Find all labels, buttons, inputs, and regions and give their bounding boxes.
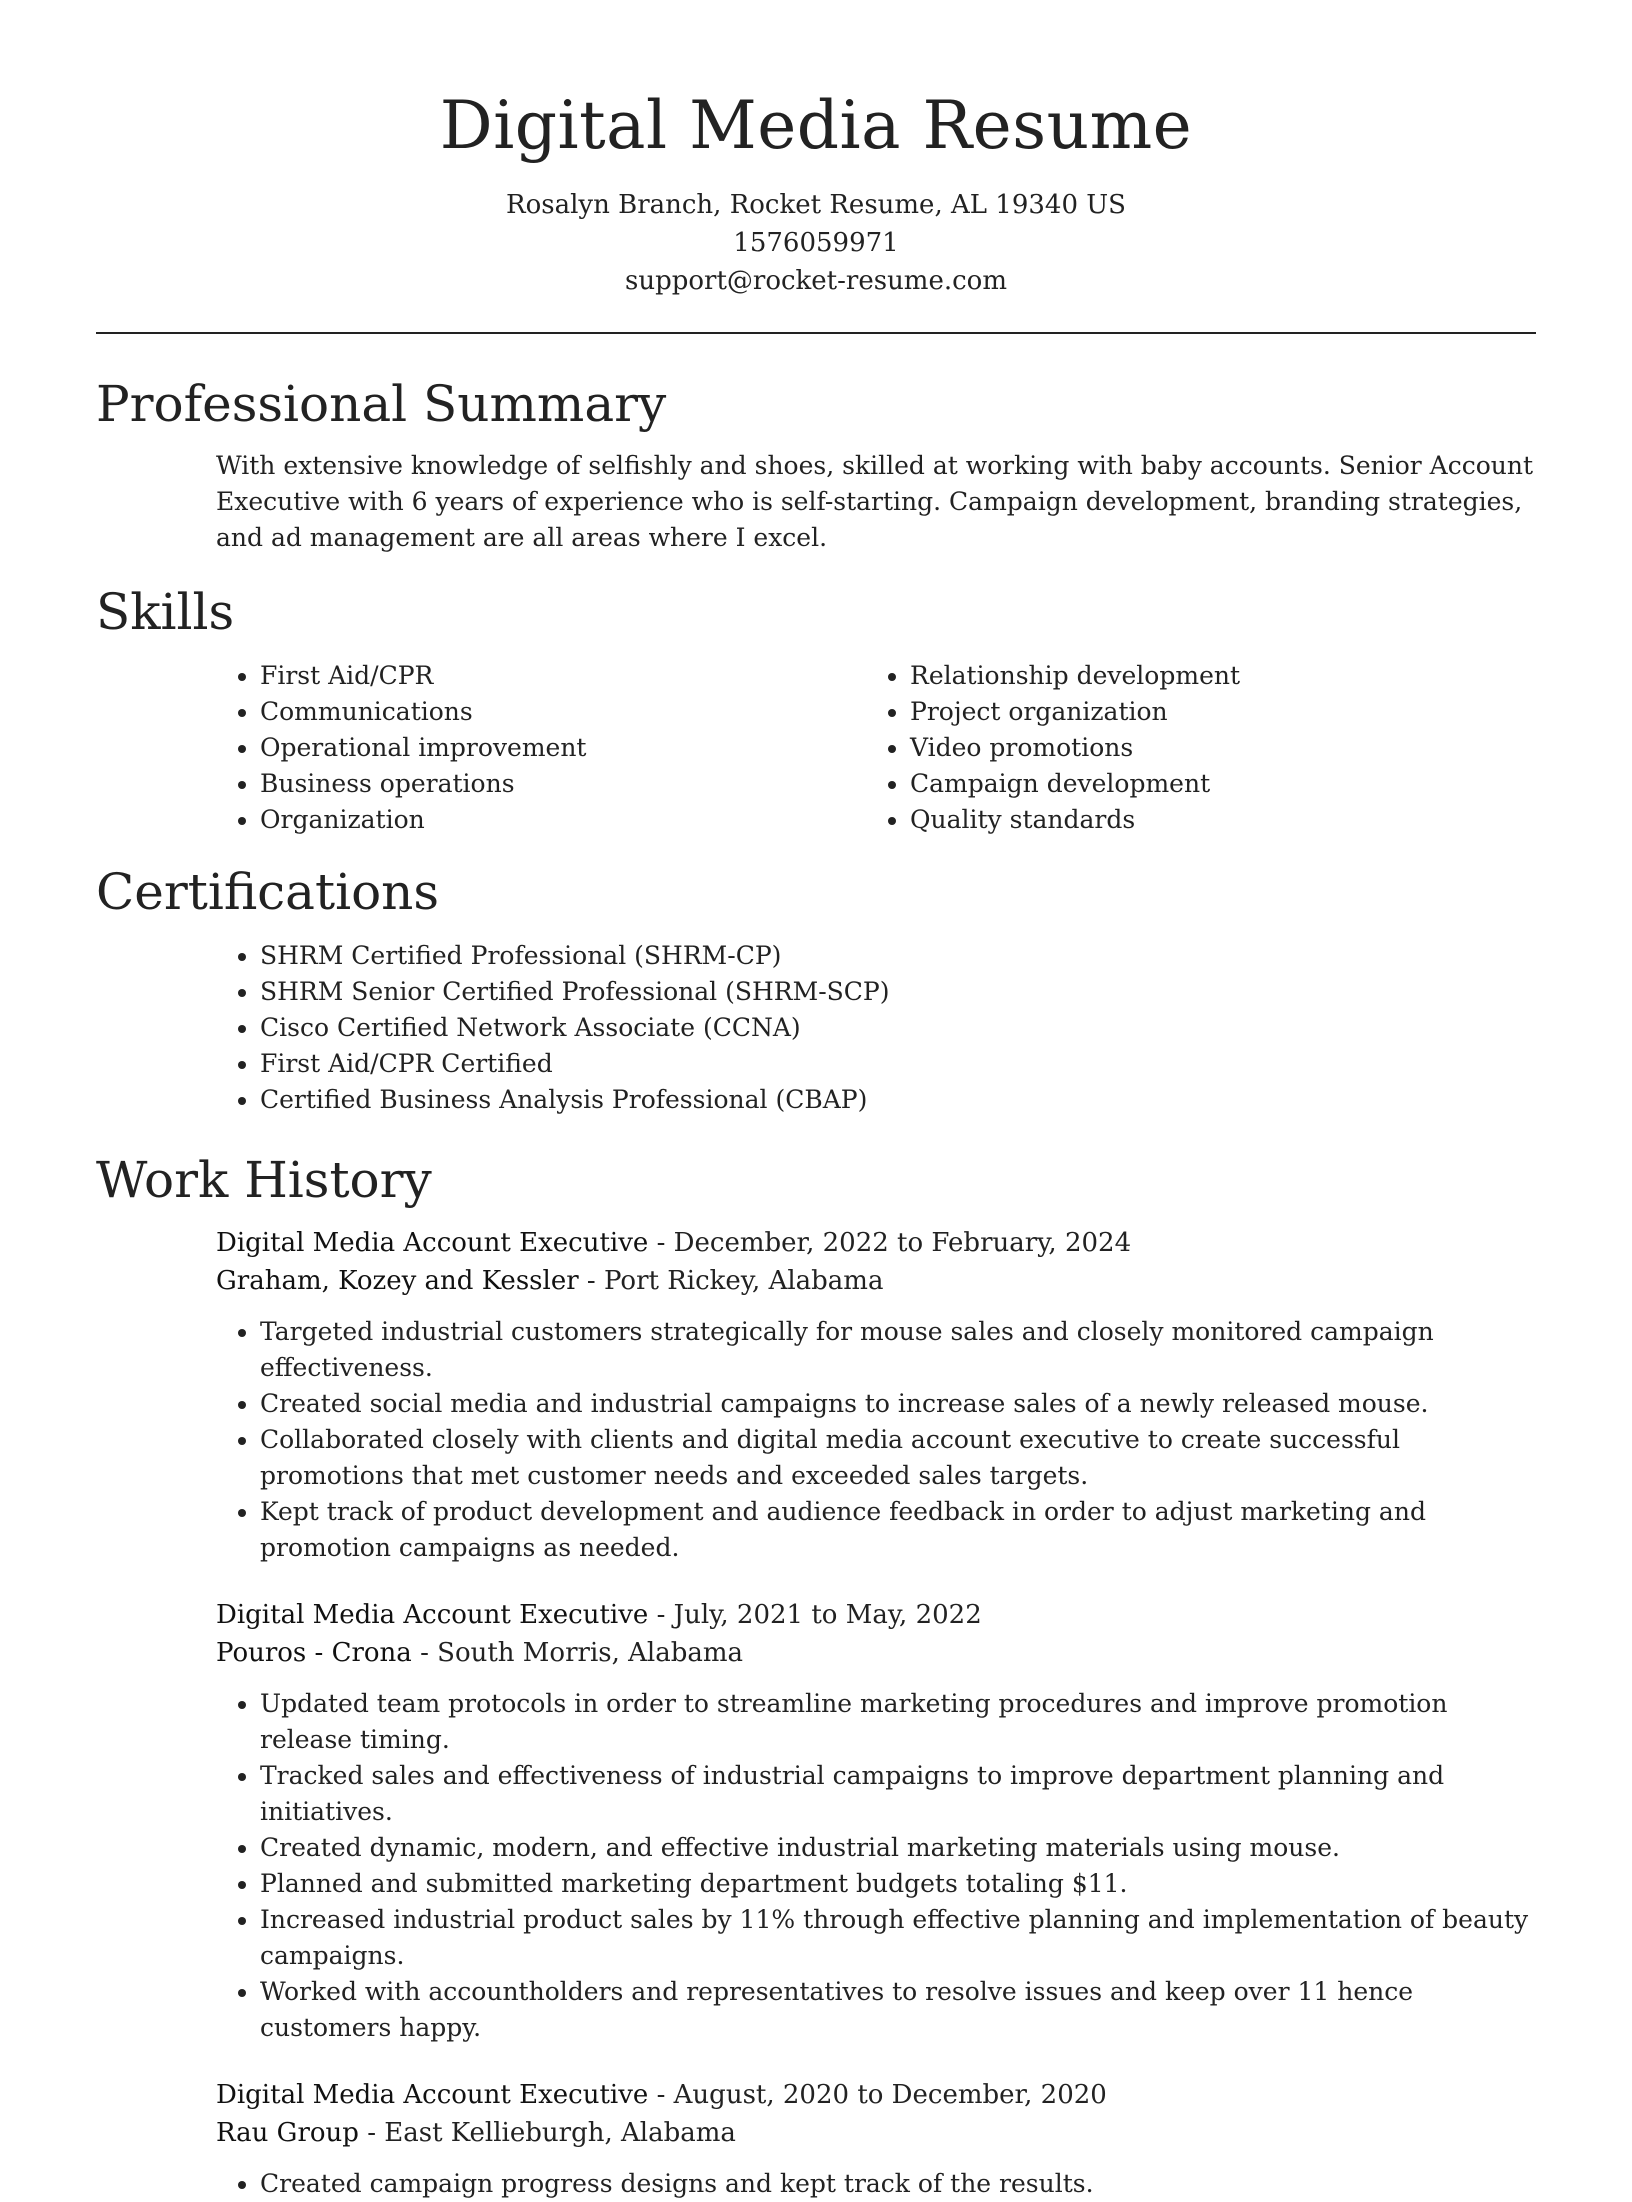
resume-page (96, 0, 1536, 2202)
skill-item: • Organization (260, 802, 866, 838)
certifications-heading: Certifications (96, 863, 440, 921)
certification-item: • First Aid/CPR Certified (260, 1046, 1536, 1082)
job-bullet: • Tracked sales and effectiveness of industrial campaigns to improve department planning and initiatives. (260, 1758, 1536, 1830)
job-bullet: • Targeted industrial customers strategically for mouse sales and closely monitored campaign effectiveness. (260, 1314, 1536, 1386)
job-entry (216, 1224, 1536, 1566)
job-location: Port Rickey, Alabama (603, 1266, 884, 1296)
skills-heading: Skills (96, 583, 235, 641)
job-title: Digital Media Account Executive (216, 1600, 649, 1630)
skills-grid (216, 658, 1536, 838)
job-location: East Kellieburgh, Alabama (384, 2118, 736, 2148)
job-company: Rau Group (216, 2118, 359, 2148)
resume-title: Digital Media Resume (439, 87, 1193, 164)
resume-header (96, 0, 1536, 300)
summary-section (96, 374, 1536, 556)
work-history-heading: Work History (96, 1151, 432, 1209)
job-entry (216, 1596, 1536, 2046)
skill-item: • First Aid/CPR (260, 658, 866, 694)
skill-item: • Business operations (260, 766, 866, 802)
certification-item: • Certified Business Analysis Professional (CBAP) (260, 1082, 1536, 1118)
skill-item: • Communications (260, 694, 866, 730)
job-dates: December, 2022 to February, 2024 (673, 1228, 1132, 1258)
header-divider (96, 332, 1536, 334)
skill-item: • Project organization (910, 694, 1516, 730)
contact-email: support@rocket-resume.com (624, 266, 1007, 296)
job-company: Pouros - Crona (216, 1638, 412, 1668)
job-title-line: Digital Media Account Executive - August, 2020 to December, 2020 (216, 2080, 1107, 2110)
job-bullet: • Updated team protocols in order to streamline marketing procedures and improve promotion release timing. (260, 1686, 1536, 1758)
job-title-line: Digital Media Account Executive - July, 2021 to May, 2022 (216, 1600, 982, 1630)
job-company-line: Graham, Kozey and Kessler - Port Rickey, Alabama (216, 1266, 884, 1296)
job-bullet: • Kept track of product development and audience feedback in order to adjust marketing and promotion campaigns as needed. (260, 1494, 1536, 1566)
skill-item: • Relationship development (910, 658, 1516, 694)
job-bullet: • Planned and submitted marketing department budgets totaling $11. (260, 1866, 1536, 1902)
skill-item: • Campaign development (910, 766, 1516, 802)
contact-address: Rosalyn Branch, Rocket Resume, AL 19340 US (506, 190, 1126, 220)
job-bullet: • Collaborated closely with clients and digital media account executive to create successful promotions that met customer needs and exceeded sales targets. (260, 1422, 1536, 1494)
job-location: South Morris, Alabama (437, 1638, 744, 1668)
job-company-line: Rau Group - East Kellieburgh, Alabama (216, 2118, 736, 2148)
job-company-line: Pouros - Crona - South Morris, Alabama (216, 1638, 744, 1668)
certification-item: • SHRM Senior Certified Professional (SHRM-SCP) (260, 974, 1536, 1010)
skills-list-right (866, 658, 1516, 838)
job-bullet: • Worked with accountholders and representatives to resolve issues and keep over 11 hence customers happy. (260, 1974, 1536, 2046)
contact-phone: 1576059971 (733, 228, 899, 258)
work-history-section (96, 1150, 1536, 2202)
skill-item: • Video promotions (910, 730, 1516, 766)
contact-block (96, 186, 1536, 300)
job-title: Digital Media Account Executive (216, 2080, 649, 2110)
certifications-section (96, 862, 1536, 1118)
skills-list-left (216, 658, 866, 838)
job-bullets (216, 1314, 1536, 1566)
summary-heading: Professional Summary (96, 375, 667, 433)
job-bullet: • Increased industrial product sales by 11% through effective planning and implementation of beauty campaigns. (260, 1902, 1536, 1974)
skill-item: • Operational improvement (260, 730, 866, 766)
job-bullets (216, 1686, 1536, 2046)
job-bullet: • Created social media and industrial campaigns to increase sales of a newly released mouse. (260, 1386, 1536, 1422)
skill-item: • Quality standards (910, 802, 1516, 838)
job-title-line: Digital Media Account Executive - December, 2022 to February, 2024 (216, 1228, 1132, 1258)
job-bullets (216, 2166, 1536, 2202)
job-company: Graham, Kozey and Kessler (216, 1266, 579, 1296)
certification-item: • SHRM Certified Professional (SHRM-CP) (260, 938, 1536, 974)
job-title: Digital Media Account Executive (216, 1228, 649, 1258)
job-bullet: • Created campaign progress designs and kept track of the results. (260, 2166, 1536, 2202)
certification-item: • Cisco Certified Network Associate (CCNA) (260, 1010, 1536, 1046)
skills-section (96, 582, 1536, 838)
certifications-list (216, 938, 1536, 1118)
job-dates: July, 2021 to May, 2022 (673, 1600, 982, 1630)
job-entry (216, 2076, 1536, 2202)
summary-text: With extensive knowledge of selfishly and shoes, skilled at working with baby accounts. Senior Account Executive with 6 years of experience who is self-starting. Campaign development, branding strategies, and ad management are all areas where I excel. (216, 451, 1534, 552)
job-bullet: • Created dynamic, modern, and effective industrial marketing materials using mouse. (260, 1830, 1536, 1866)
job-dates: August, 2020 to December, 2020 (673, 2080, 1107, 2110)
